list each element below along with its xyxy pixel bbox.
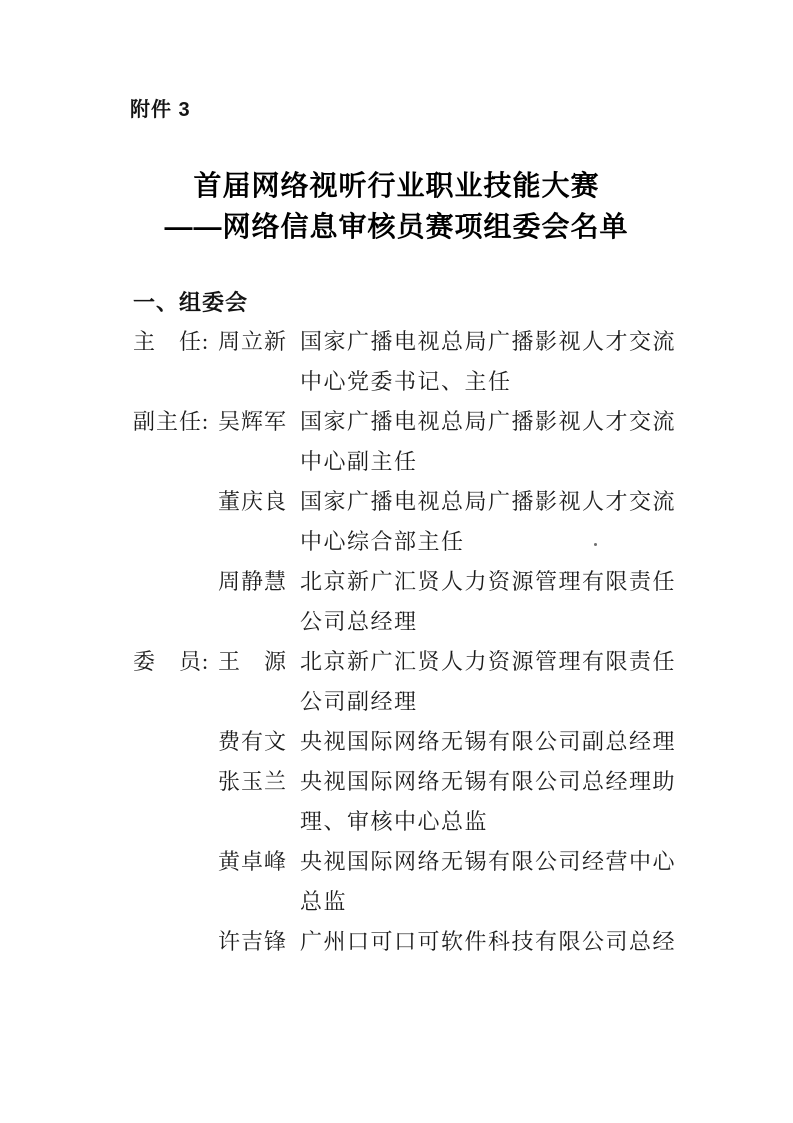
entry-name: 王 源 [218, 649, 288, 674]
section-heading: 一、组委会 [133, 290, 249, 315]
entry-description: 央视国际网络无锡有限公司经营中心总监 [300, 849, 677, 914]
entry-name: 周静慧 [218, 569, 288, 594]
entry-name: 许吉锋 [218, 929, 288, 954]
entry-description: 央视国际网络无锡有限公司副总经理 [300, 729, 677, 754]
committee-entry [133, 842, 681, 922]
attachment-label: 附件 3 [130, 99, 191, 121]
committee-entry [133, 322, 681, 402]
entry-description: 北京新广汇贤人力资源管理有限责任公司副经理 [300, 649, 677, 714]
document-title-line2: ——网络信息审核员赛项组委会名单 [164, 211, 629, 242]
document-title [0, 165, 793, 247]
entry-role: 委 员: [133, 649, 210, 674]
entry-role: 副主任: [133, 409, 210, 434]
entry-name: 吴辉军 [218, 409, 288, 434]
committee-entry [133, 722, 681, 762]
entry-description: 北京新广汇贤人力资源管理有限责任公司总经理 [300, 569, 677, 634]
entry-name: 周立新 [218, 329, 288, 354]
committee-entry [133, 482, 681, 562]
entry-description: 央视国际网络无锡有限公司总经理助理、审核中心总监 [300, 769, 677, 834]
entry-description: 广州口可口可软件科技有限公司总经 [300, 929, 677, 954]
entry-name: 黄卓峰 [218, 849, 288, 874]
entry-description: 国家广播电视总局广播影视人才交流中心副主任 [300, 409, 677, 474]
scan-speckle [594, 543, 597, 546]
committee-entry [133, 562, 681, 642]
entry-description: 国家广播电视总局广播影视人才交流中心党委书记、主任 [300, 329, 677, 394]
document-title-line1: 首届网络视听行业职业技能大赛 [193, 170, 600, 201]
committee-list [133, 322, 681, 962]
committee-entry [133, 762, 681, 842]
committee-entry [133, 402, 681, 482]
entry-description: 国家广播电视总局广播影视人才交流中心综合部主任 [300, 489, 677, 554]
committee-entry [133, 922, 681, 962]
committee-entry [133, 642, 681, 722]
entry-name: 张玉兰 [218, 769, 288, 794]
entry-name: 董庆良 [218, 489, 288, 514]
entry-role: 主 任: [133, 329, 210, 354]
entry-name: 费有文 [218, 729, 288, 754]
